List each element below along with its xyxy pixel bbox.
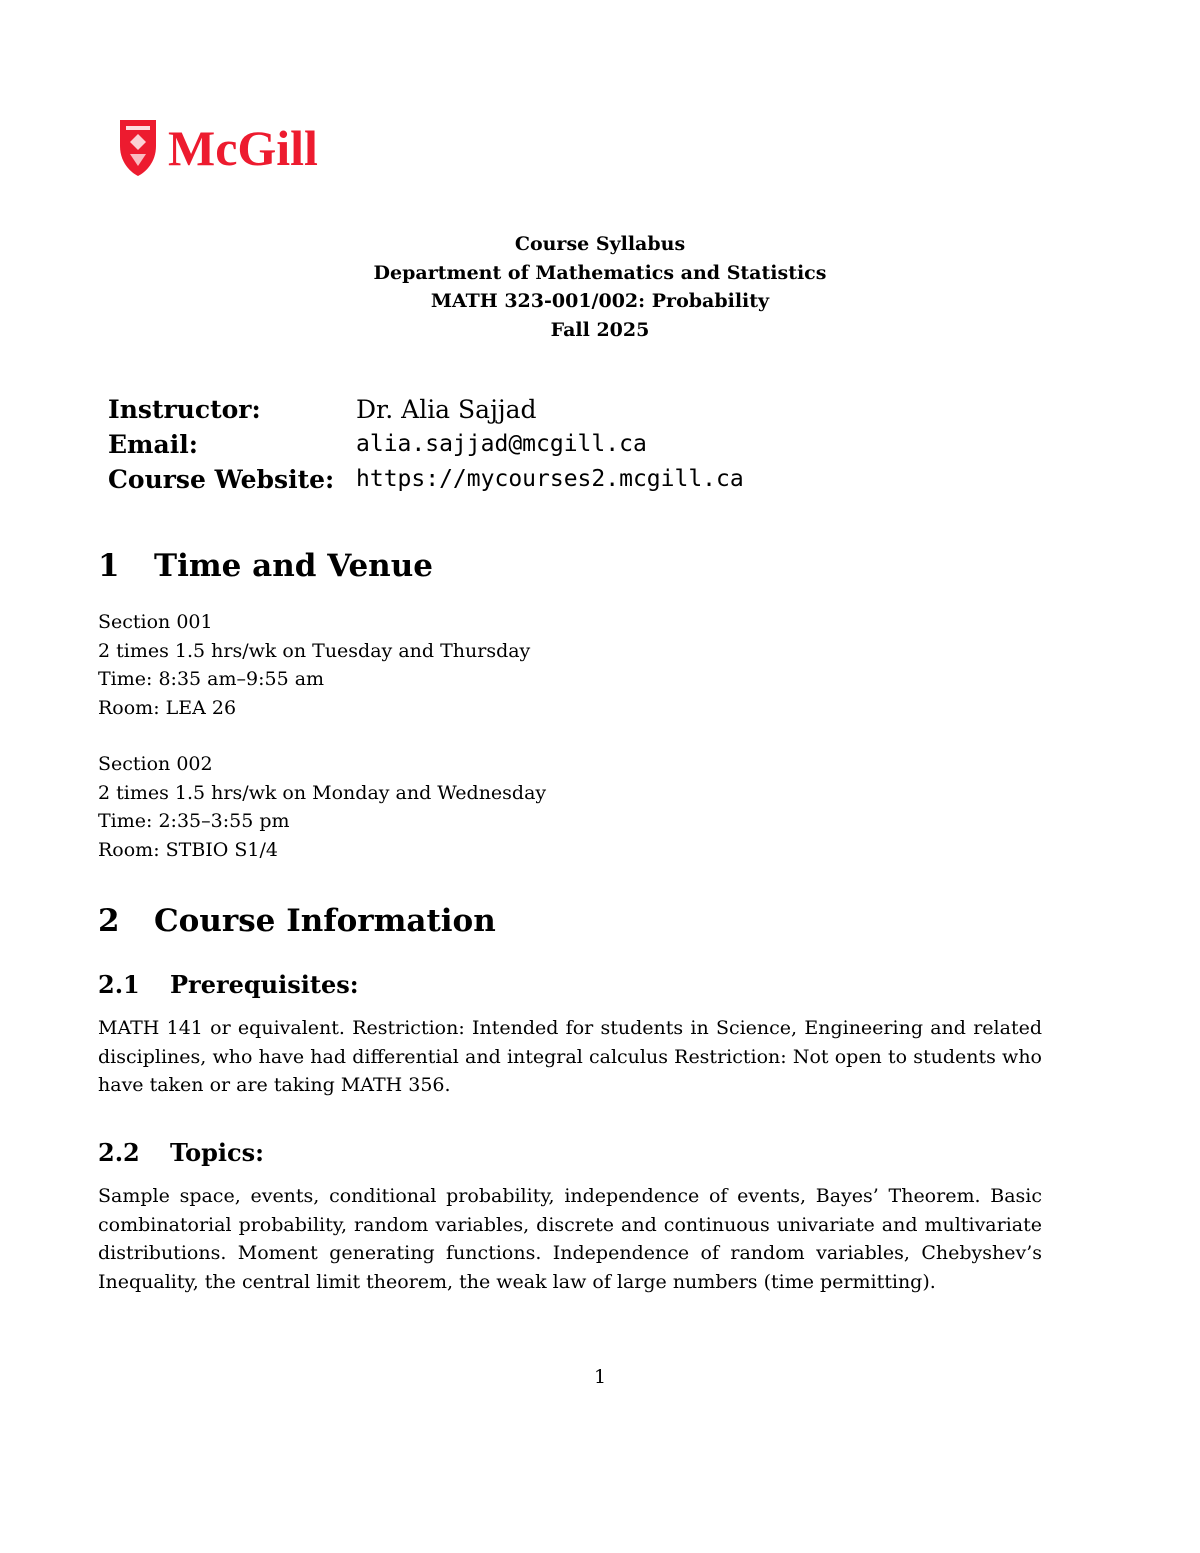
email-label: Email:	[108, 430, 198, 459]
subsection-number: 2.2	[98, 1138, 140, 1167]
section-001-time: Time: 8:35 am–9:55 am	[98, 668, 325, 691]
header-term: Fall 2025	[550, 318, 650, 341]
section-002-name: Section 002	[98, 753, 213, 775]
header-title: Course Syllabus	[514, 233, 686, 255]
instructor-row	[108, 392, 744, 427]
instructor-value: Dr. Alia Sajjad	[356, 395, 537, 424]
page-number: 1	[593, 1366, 607, 1388]
header-course: MATH 323-001/002: Probability	[430, 290, 770, 312]
syllabus-header	[0, 230, 1200, 344]
section-001-details	[98, 608, 530, 722]
subsection-title: Topics:	[170, 1138, 264, 1167]
section-title: Course Information	[154, 903, 496, 939]
section-number: 1	[98, 548, 120, 584]
mcgill-crest-icon	[116, 116, 356, 180]
section-001-schedule: 2 times 1.5 hrs/wk on Tuesday and Thursday	[98, 639, 531, 662]
section-heading-time-venue	[98, 548, 433, 584]
prerequisites-text: MATH 141 or equivalent. Restriction: Intended for students in Science, Engineering and related disciplines, who have had differential and integral calculus Restriction: Not open to students who have taken or are taking MATH 356.	[98, 1017, 1042, 1097]
section-002-details	[98, 750, 546, 864]
section-001-name: Section 001	[98, 611, 213, 633]
header-department: Department of Mathematics and Statistics	[373, 261, 827, 284]
subsection-title: Prerequisites:	[170, 970, 359, 999]
section-title: Time and Venue	[154, 548, 433, 584]
subsection-heading-topics	[98, 1138, 264, 1167]
topics-text: Sample space, events, conditional probability, independence of events, Bayes’ Theorem. Basic combinatorial probability, random variables, discrete and continuous univariate and multivariate distributions. Moment generating functions. Independence of random variables, Chebyshev’s Inequality, the central limit theorem, the weak law of large numbers (time permitting).	[98, 1185, 1042, 1293]
website-link[interactable]: https://mycourses2.mcgill.ca	[356, 466, 744, 492]
subsection-number: 2.1	[98, 970, 140, 999]
email-link[interactable]: alia.sajjad@mcgill.ca	[356, 431, 647, 457]
section-002-room: Room: STBIO S1/4	[98, 838, 279, 861]
instructor-info	[108, 392, 744, 497]
section-002-schedule: 2 times 1.5 hrs/wk on Monday and Wednesday	[98, 781, 547, 804]
mcgill-logo	[116, 116, 356, 180]
subsection-heading-prerequisites	[98, 970, 359, 999]
instructor-label: Instructor:	[108, 395, 261, 424]
logo-text: McGill	[168, 120, 318, 176]
website-row	[108, 462, 744, 497]
website-label: Course Website:	[108, 465, 335, 494]
section-001-room: Room: LEA 26	[98, 696, 237, 719]
section-number: 2	[98, 903, 120, 939]
section-002-time: Time: 2:35–3:55 pm	[98, 810, 290, 833]
section-heading-course-info	[98, 903, 496, 939]
email-row	[108, 427, 744, 462]
